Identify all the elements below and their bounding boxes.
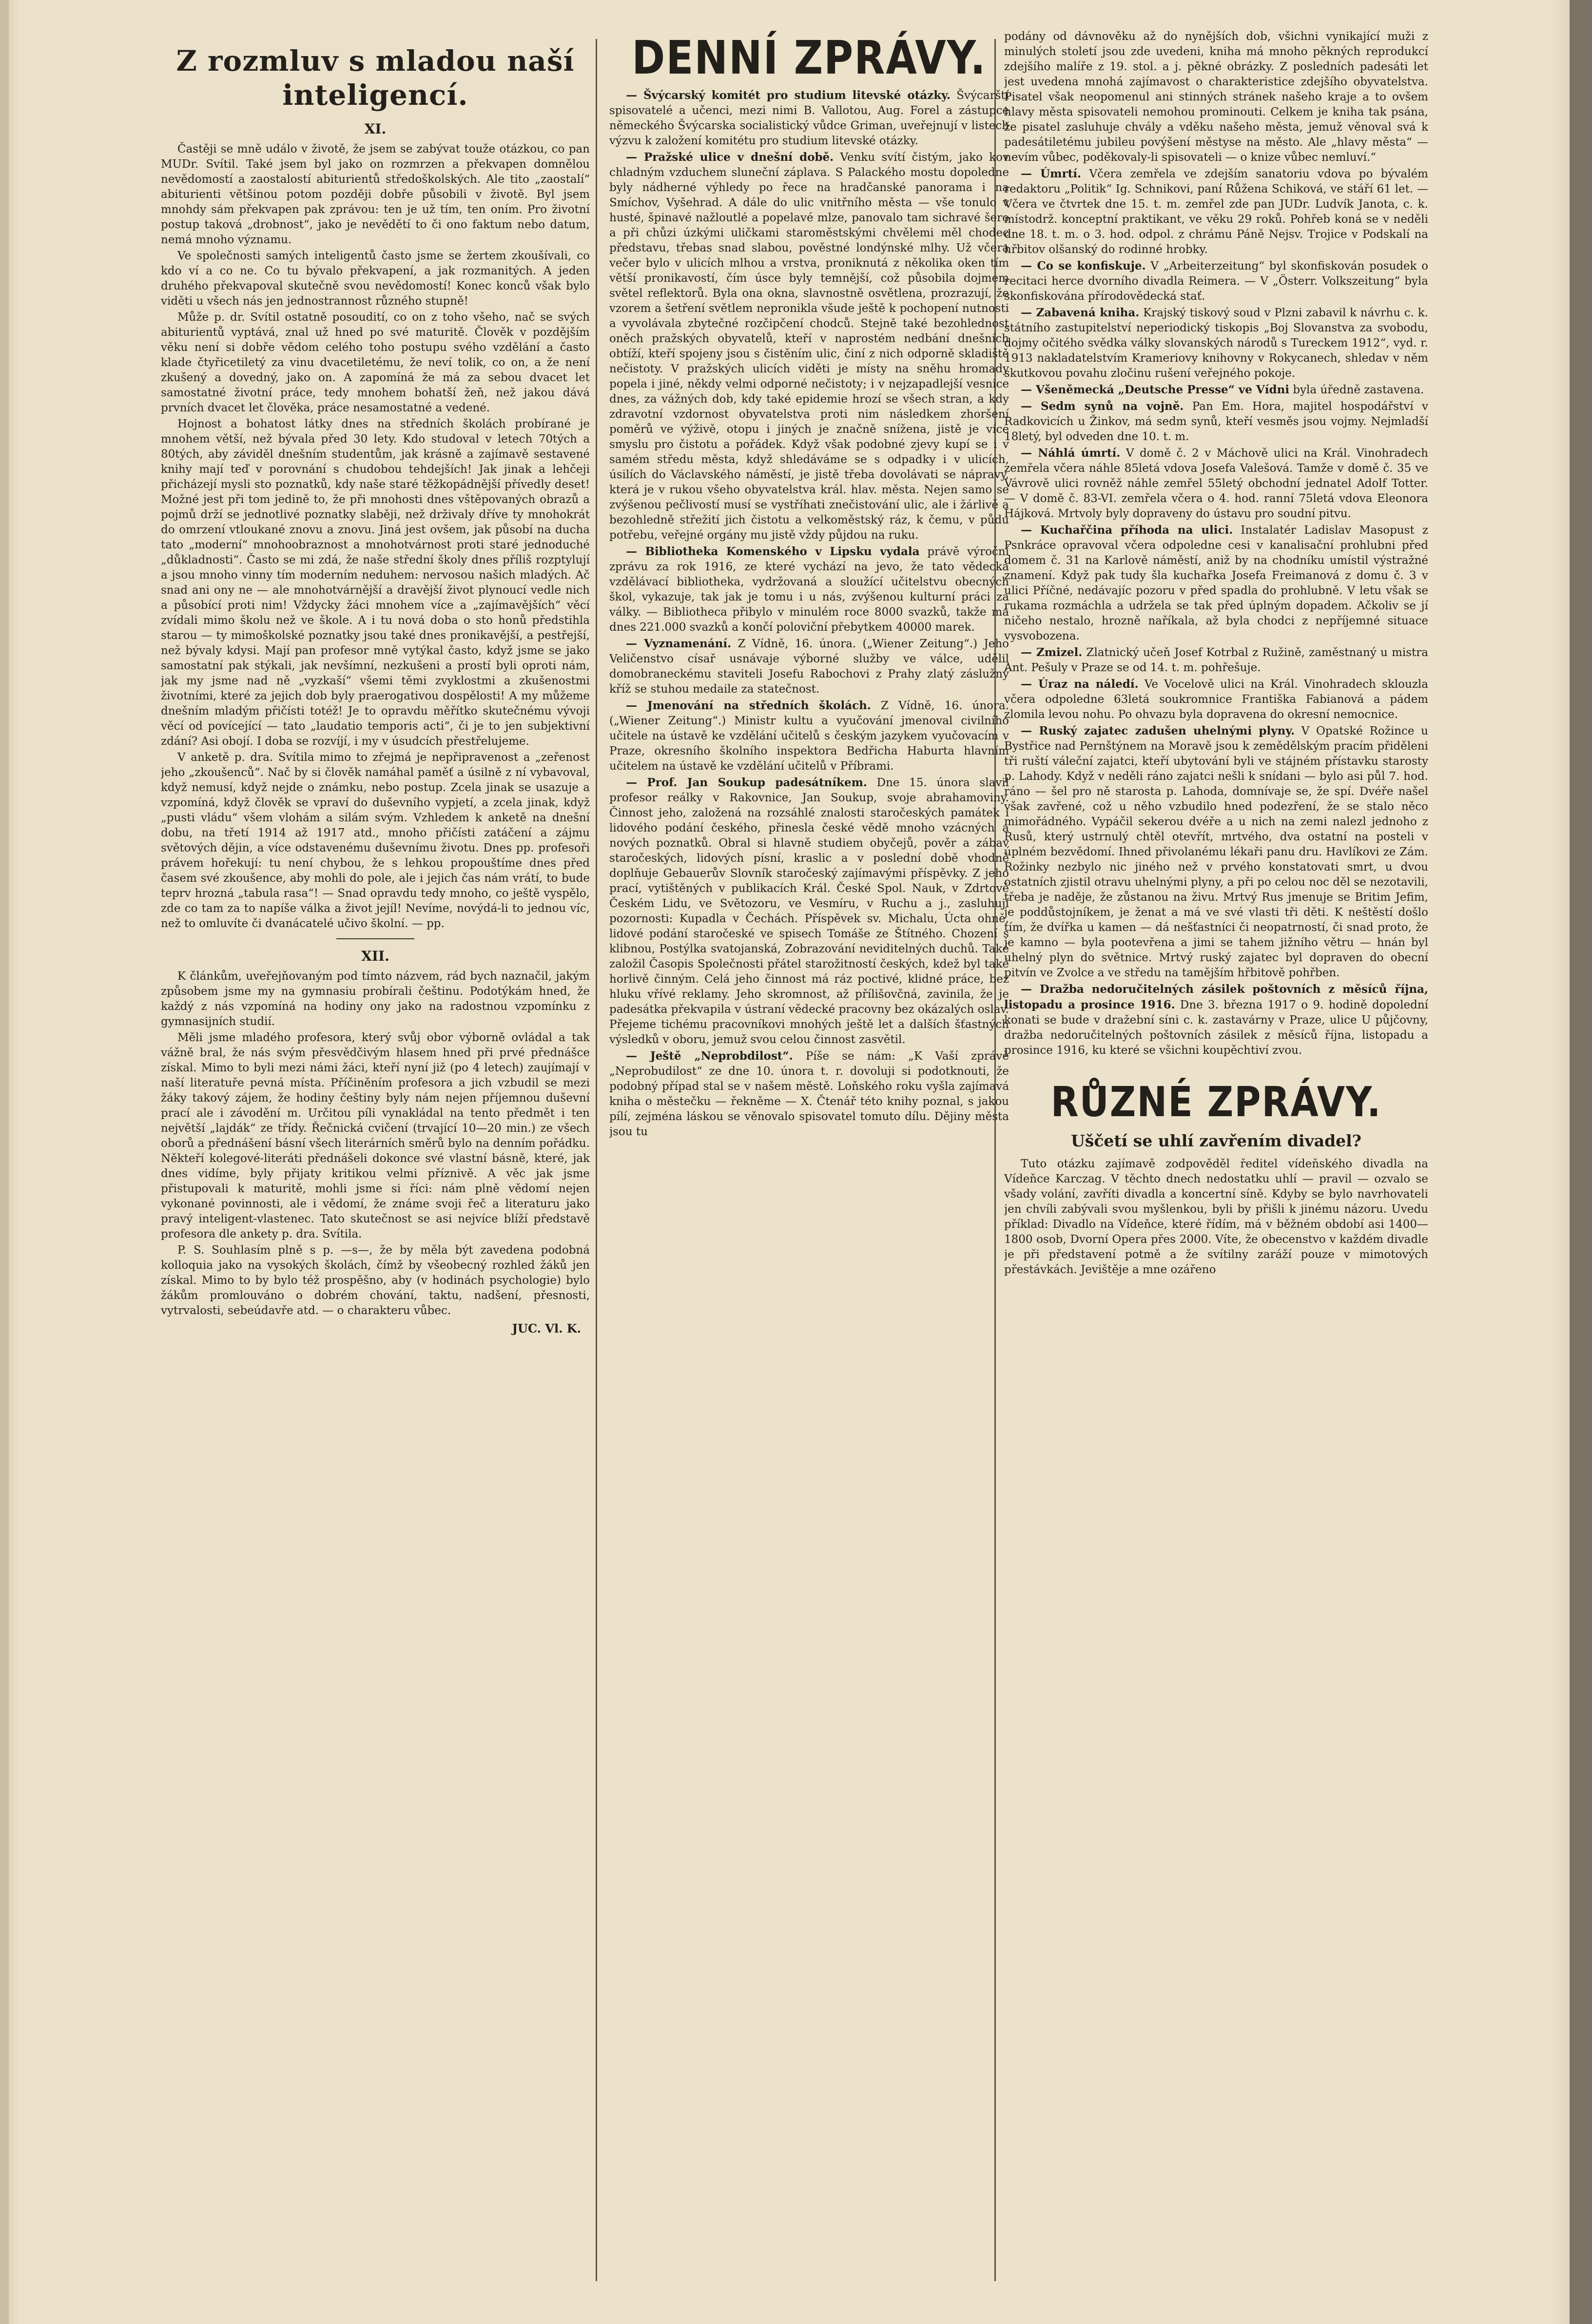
daily-news-headline: DENNÍ ZPRÁVY. <box>632 31 987 85</box>
news-item <box>609 698 1009 774</box>
column-news-continued <box>1004 29 1428 1278</box>
news-item-text: V „Arbeiterzeitung“ byl skonfiskován posudek o recitaci herce dvorního divadla Reimera. — V „Österr. Volkszeitung“ byla skonfiskována přírodovědecká stať. <box>1004 260 1428 303</box>
news-item <box>1004 523 1428 644</box>
news-item <box>1004 645 1428 676</box>
news-item-text: právě výroční zprávu za rok 1916, ze které vychází na jevo, že tato vědecká vzdělávací bibliotheka, vydržovaná a sloužící učitelstvu obecných škol, vykazuje, tak jak je tomu i u nás, zvýšenou kulturní práci za války. — Bibliotheca přibylo v minulém roce 8000 svazků, takže má dnes 221.000 svazků a končí poloviční přebytkem 40000 marek. <box>609 545 1009 634</box>
news-item <box>1004 677 1428 722</box>
various-news-text: Tuto otázku zajímavě zodpověděl ředitel vídeňského divadla na Vídeňce Karczag. V těchto dnech nedostatku uhlí — pravil — ozvalo se všady volání, zavříti divadla a koncertní síně. Kdyby se bylo navrhovateli jen chvíli zabývali svou myšlenkou, byli by přišli k jinému názoru. Uvedu příklad: Divadlo na Vídeňce, které řídím, má v běžném období asi 1400—1800 osob, Dvorní Opera přes 2000. Víte, že obecenstvo v každém divadle je při představení potmě a že svítilny zaráží pouze v mimotových přestávkách. Jevištěje a mne ozářeno <box>1004 1158 1428 1276</box>
news-item <box>1004 258 1428 304</box>
part-xii-signature: JUC. Vl. K. <box>512 1321 581 1336</box>
part-number-xi: XI. <box>364 121 387 137</box>
news-item-lead: — Prof. Jan Soukup padesátníkem. <box>626 776 867 789</box>
news-item-lead: — Švýcarský komitét pro studium litevské otázky. <box>626 89 951 102</box>
news-item <box>1004 982 1428 1058</box>
news-item-text: Venku svítí čistým, jako kov chladným vzduchem sluneční záplava. S Palackého mostu dopoledne byly nádherné výhledy po řece na hradčanské panorama i na Smíchov, Vyšehrad. A dále do ulic vnitřního města — vše tonulo v husté, špinavé nažloutlé a popelavé mlze, panovalo tam sichravé šero a při chůzi úzkými uličkami staroměstskými chvělemi měl chodec představu, třebas snad slabou, pověstné londýnské mlhy. Už včera večer bylo v ulicích mlhou a vrstva, proniknutá z několika oken tím větší pronikavostí, čím úsce byly temnější, což působila dojmem světel reflektorů. Byla ona okna, slavnostně osvětlena, prozrazují, že vzorem a šetření světlem nepronikla všude ještě k pochopení nutnosti a vyvolávala zbytečné rozčipčení chodců. Stejně také bezohlednost oněch pražských obyvatelů, kteří v naprostém nedbání dnešních obtíží, kteří spojeny jsou s čistěním ulic, činí z nich odporně skladiště nečistoty. V pražských ulicích viděti je místy na sněhu hromady popela i jiné, někdy velmi odporné nečistoty; i v nejzapadlejší vesnice dnes, za vážných dob, kdy také epidemie hrozí se všech stran, a kdy zdravotní vzdornost obyvatelstva proti nim následkem zhoršení poměrů ve výživě, otopu i jiných je značně snížena, jistě je více smyslu pro čistotu a pořádek. Když však podobné zjevy kupí se i v samém středu města, když shledáváme se s odpadky i v ulicích, úsilích do Václavského náměstí, je jistě třeba dovolávati se nápravy, která je v rukou všeho obyvatelstva král. hlav. města. Nejen samo se zvýšenou pečlivostí musí se vystříhati znečistování ulic, ale i žárlivě a bezohledně střežití jich čistotu a velkoměstský ráz, k čemu, v půdu potřebu, veřejné orgány mu jistě vždy půjdou na ruku. <box>609 151 1009 542</box>
news-item <box>1004 166 1428 257</box>
news-item <box>609 1048 1009 1140</box>
part-number-xii: XII. <box>361 948 389 964</box>
paragraph: P. S. Souhlasím plně s p. —s—, že by měla být zavedena podobná kolloquia jako na vysokých školách, čímž by všeobecný rozhled žáků jen získal. Mimo to by bylo též prospěšno, aby (v hodinách psychologie) bylo žákům promlouváno o dobrém chování, taktu, nadšení, přesnosti, vytrvalosti, sebeúdavře atd. — o charakteru vůbec. <box>161 1244 590 1317</box>
column-feature-series <box>161 29 590 1336</box>
news-item-lead: — Bibliotheka Komenského v Lipsku vydala <box>626 545 920 558</box>
news-item-lead: — Ruský zajatec zadušen uhelnými plyny. <box>1021 724 1295 737</box>
news-item-lead: — Náhlá úmrtí. <box>1021 446 1121 460</box>
news-item <box>609 775 1009 1047</box>
part-xii-body <box>161 969 590 1318</box>
news-item-text: Ve Vocelově ulici na Král. Vinohradech sklouzla včera odpoledne 63letá soukromnice Františka Fabianová a pádem zlomila levou nohu. Po ohvazu byla dopravena do okresní nemocnice. <box>1004 678 1428 721</box>
news-item <box>1004 723 1428 981</box>
news-item-lead: — Jmenování na středních školách. <box>626 699 871 712</box>
news-item-text: Dne 15. února slavil profesor reálky v Rakovnice, Jan Soukup, svoje abrahamoviny. Činnost jeho, založená na rozsáhlé znalosti staročeských památek i lidového podání českého, přinesla české vědě mnoho vzácných a nových poznatků. Obral si hlavně studiem obyčejů, pověr a zábav staročeských, lidových písní, kraslic a v poslední době vhodně doplňuje Gebauerův Slovník staročeský zajímavými příspěvky. Z jeho prací, vytištěných v publikacích Král. České Spol. Nauk, v Zdrtově Českém Lidu, ve Světozoru, ve Vesmíru, v Ruchu a j., zasluhují pozornosti: Kupadla v Čechách. Příspěvek sv. Michalu, Úcta ohně, lidové podání staročeské ve spisech Tomáše ze Štítného. Chození s klibnou, Postýlka svatojanská, Zobrazování neviditelných duchů. Také založil Časopis Společnosti přátel starožitností českých, kdež byl také horlivě činným. Celá jeho činnost má ráz poctivé, klidné práce, bez hluku vřívé reklamy. Jeho skromnost, až přílišovčná, zavinila, že je padesátka překvapila v ústraní vědecké pracovny bez okázalých oslav. Přejeme tichému pracovníkovi mnohých ještě let a dalších šťastných výsledků v oboru, jemuž svou celou činnost zasvětil. <box>609 776 1009 1046</box>
news-item-lead: — Dražba nedoručitelných zásilek poštovních z měsíců října, listopadu a prosince 1916. <box>1004 983 1428 1011</box>
news-item <box>1004 399 1428 445</box>
paragraph: K článkům, uveřejňovaným pod tímto názvem, rád bych naznačil, jakým způsobem jsme my na gymnasiu probírali češtinu. Podotýkám hned, že každý z nás vzpomíná na hodiny ony jako na radostnou vzpomínku z gymnasijních studií. <box>161 970 590 1028</box>
news-item-text: Švýcarští spisovatelé a učenci, mezi nimi B. Vallotou, Aug. Forel a zástupce německého Švýcarska socialistický vůdce Griman, uveřejnují v listech výzvu k založení komitétu pro studium litevské otázky. <box>609 89 1009 147</box>
part-divider <box>336 938 414 939</box>
news-item-text: Zlatnický učeň Josef Kotrbal z Ružině, zaměstnaný u mistra Ant. Pešuly v Praze se od 14. t. m. pohřešuje. <box>1004 646 1428 674</box>
news-item-lead: — Co se konfiskuje. <box>1021 259 1146 272</box>
news-item-text: V domě č. 2 v Máchově ulici na Král. Vinohradech zemřela včera náhle 85letá vdova Josefa Valešová. Tamže v domě č. 35 ve Vávrově ulici rovněž náhle zemřel 55letý obchodní jednatel Adolf Totter. — V domě č. 83-VI. zemřela včera o 4. hod. ranní 75letá vdova Eleonora Hájková. Mrtvoly byly dopraveny do ústavu pro soudní pitvu. <box>1004 447 1428 520</box>
news-item-lead: — Zmizel. <box>1021 646 1083 659</box>
news-item-lead: — Úmrtí. <box>1021 167 1082 180</box>
page-edge-binding <box>1570 0 1592 2324</box>
news-item <box>609 636 1009 697</box>
news-item-lead: — Úraz na náledí. <box>1021 678 1139 691</box>
paragraph: V anketě p. dra. Svítila mimo to zřejmá je nepřipravenost a „zeřenost jeho „zkoušenců“. Nač by si člověk namáhal paměť a úsilně z ní vybavoval, když nemusí, když nejde o známku, nebo postup. Zcela jinak se usazuje a vzpomíná, když člověk se vpraví do duševního vypjetí, a zcela jinak, když „pusti vládu“ všem vlohám a silám svým. Vzhledem k anketě na dnešní dobu, na třetí 1914 až 1917 atd., mnoho přičísti zatáčení a zájmu světových dějin, a více odstavenému duševnímu životu. Dnes pp. profesoři právem hořekují: tu není chybou, že s lehkou propouštíme dnes před časem své zkoušence, aby mohli do pole, ale i jejich čas nám vrátí, to bude teprv hrozná „tabula rasa“! — Snad opravdu tedy mnoho, co ještě vyspělo, zde co tam za to napíše válka a život jejíl! Nevíme, novýdá-li to jednou víc, než to omluvíte či dvanácatelé učivo školní. — pp. <box>161 751 590 930</box>
news-item-text: Krajský tiskový soud v Plzni zabavil k návrhu c. k. státního zastupitelství neperiodický tiskopis „Boj Slovanstva za svobodu, dojmy očitého svědka války slovanských národů s Tureckem 1912“, vyd. r. 1913 nakladatelstvím Krameriovy knihovny v Rokycanech, shledav v něm skutkovou povahu zločinu rušení veřejného pokoje. <box>1004 307 1428 380</box>
paragraph: Měli jsme mladého profesora, který svůj obor výborně ovládal a tak vážně bral, že nás svým přesvědčivým hlasem hned při prvé přednášce získal. Mimo to byli mezi námi žáci, kteří nyní již (po 4 letech) zaujímají v naší literatuře pevná místa. Příčiněním profesora a jich vzbudil se mezi žáky takový zájem, že hodiny češtiny byly nám nejen příjemnou duševní prací ale i závodění m. Určitou píli vynakládal na tento předmět i ten největší „lajdák“ ze třídy. Řečnická cvičení (trvající 10—20 min.) ze všech oborů a přednášení básní všech literárních směrů bylo na denním pořádku. Někteří kolegové-literáti přednášeli dokonce své vlastní básně, které, jak dnes vidíme, byly přijaty kritikou velmi příznivě. A věc jak jsme přistupovali k maturitě, mohli jsme si říci: nám plně vědomí nejen vykonané povinnosti, ale i vědomí, že známe svoji řeč a literaturu jako pravý inteligent-vlastenec. Tato skutečnost se asi nejvíce blíží představě profesora dle ankety p. dra. Svítila. <box>161 1031 590 1240</box>
news-item-lead: — Ještě „Neprobdilost“. <box>626 1049 793 1063</box>
news-item-text: byla úředně zastavena. <box>1293 384 1424 396</box>
news-item <box>609 88 1009 149</box>
news-item-text: Z Vídně, 16. února. („Wiener Zeitung“.) Ministr kultu a vyučování jmenoval civilního učitele na ústavě ke vzdělání učitelů s českým jazykem vyučovacím v Praze, okresního školního inspektora Bedřicha Haburta hlavním učitelem na ústavě ke vzdělání učitelů v Příbrami. <box>609 699 1009 773</box>
news-item-text: Dne 3. března 1917 o 9. hodině dopolední konati se bude v dražební síni c. k. zastavárny v Praze, ulice U půjčovny, dražba nedoručitelných poštovních zásilek z měsíců října, listopadu a prosince 1916, ku které se všichni koupěchtiví zvou. <box>1004 999 1428 1057</box>
news-item-text: Včera zemřela ve zdejším sanatoriu vdova po bývalém redaktoru „Politik“ Ig. Schnikovi, paní Růžena Schiková, ve stáří 61 let. — Včera ve čtvrtek dne 15. t. m. zemřel zde pan JUDr. Ludvík Janota, c. k. místodrž. konceptní praktikant, ve věku 29 roků. Pohřeb koná se v neděli dne 18. t. m. o 3. hod. odpol. z chrámu Páně Nejsv. Trojice v Podskalí na hřbitov olšanský do rodinné hrobky. <box>1004 168 1428 256</box>
news-item-lead: — Všeněmecká „Deutsche Presse“ ve Vídni <box>1021 383 1290 396</box>
various-news-subtitle: Uščetí se uhlí zavřením divadel? <box>1070 1131 1362 1150</box>
column-daily-news <box>609 29 1009 1141</box>
daily-news-items <box>609 88 1009 1140</box>
news-item <box>1004 305 1428 381</box>
paragraph: Ve společnosti samých inteligentů často jsme se žertem zkoušívali, co kdo ví a co ne. Co tu bývalo překvapení, a jak rozmanitých. A jeden druhého překvapoval skutečně svou nevědomostí! Konec konců však bylo viděti u všech nás jen jednostrannost různého stupně! <box>161 250 590 308</box>
various-news-headline: RŮZNÉ ZPRÁVY. <box>1050 1078 1382 1126</box>
news-item-lead: — Pražské ulice v dnešní době. <box>626 151 834 164</box>
paragraph: Může p. dr. Svítil ostatně posoudití, co on z toho všeho, nač se svých abiturientů vyptává, znal už hned po své maturitě. Člověk v pozdějším věku není si dobře vědom celého toho postupu svého vzdělání a často klade čtyřicetiletý za vinu dvacetiletému, že neví tolik, co on, a že není zkušený a dovedný, jako on. A zapomíná že má za sebou dvacet let samostatné životní práce, tedy mnohem bohatší žeň, než jakou dává prvních dvacet let člověka, práce nesamostatné a vedené. <box>161 311 590 414</box>
paragraph: Častěji se mně událo v životě, že jsem se zabývat touže otázkou, co pan MUDr. Svítil. Také jsem byl jako on rozmrzen a překvapen domnělou nevědomostí a zaostalostí abiturientů středoškolských. Ale tito „zaostalí“ abiturienti většinou potom později dobře působili v životě. Byl jsem mnohdy sám překvapen pak zprávou: ten je už tím, ten oním. Pro životní postup taková „drobnost“, jako je nevědětí to či ono faktum nebo datum, nemá mnoho významu. <box>161 143 590 246</box>
news-item <box>1004 382 1428 398</box>
continued-text: podány od dávnověku až do nynějších dob, všichni vynikající muži z minulých století jsou zde uvedeni, kniha má mnoho pěkných reprodukcí zdejšího malíře z 19. stol. a j. pěkné obrázky. Z posledních padesáti let jest uvedena mnohá zajímavost o charakteristice zdejšího obyvatelstva. Pisatel však neopomenul ani stinných stránek našeho kraje a to ovšem hlavy města spisovateli nemohou prominouti. Celkem je kniha tak psána, že pisatel zasluhuje chvály a vděku našeho města, jemuž věnoval svá k padesátiletému jubileu povýšení městyse na město. Ale „hlavy města“ — nevím vůbec, poděkovaly-li spisovateli — o knize vůbec nemluví.“ <box>1004 30 1428 164</box>
news-item-text: Píše se nám: „K Vaší zprávě „Neprobudilost“ ze dne 10. února t. r. dovoluji si podotknouti, že podobný případ stal se v našem městě. Loňského roku vyšla zajímavá kniha o městečku — řekněme — X. Čtenář této knihy poznal, s jakou pílí, zejména láskou se věnovalo spisovatel tomuto dílu. Dějiny města jsou tu <box>609 1050 1009 1138</box>
news-item-lead: — Sedm synů na vojně. <box>1021 400 1184 413</box>
news-item-text: Instalatér Ladislav Masopust z Psnkráce opravoval včera odpoledne cesi v kanalisační prohlubni před domem č. 31 na Karlově náměstí, aniž by na chodníku umístil výstražné znamení. Když pak tudy šla kuchařka Josefa Freimanová z domu č. 3 v ulici Příčné, nedávajíc pozoru v před spadla do prohlubně. V letu však se rukama rozmáchla a udržela se tak před úplným dopadem. Ačkoliv se jí ničeho nestalo, hrozně naříkala, až byla chodci z nepříjemné situace vysvobozena. <box>1004 524 1428 642</box>
news-item-lead: — Zabavená kniha. <box>1021 306 1140 319</box>
news-item <box>609 544 1009 635</box>
part-xi-body <box>161 142 590 931</box>
news-item-lead: — Vyznamenání. <box>626 637 732 650</box>
news-items-continued <box>1004 166 1428 1058</box>
paragraph: Hojnost a bohatost látky dnes na středních školách probírané je mnohem větší, než bývala před 30 lety. Kdo studoval v letech 70tých a 80tých, aby záviděl dnešním studentům, jak krásně a zajímavě sestavené knihy mají teď v porovnání s chudobou tehdejších! Jak jinak a lehčeji přicházejí mysli sto poznatků, kdy naše staré těžkopádnější přívedly deset! Možné jest při tom jedině to, že při mnohosti dnes vštěpovaných obrazů a pojmů drží se jednotlivé poznatky slaběji, než drživaly dříve ty mnohokrát do omrzení vtloukané znovu a znovu. Jiná jest ovšem, jak působí na ducha tato „moderní“ mnohoobraznost a mnohotvárnost proti staré jednoduché „důkladnosti“. Často se mi zdá, že naše střední školy dnes příliš rozptylují a jsou mnoho vinny tím moderním neduhem: nervosou našich mladých. Ač snad ani ony ne — ale mnohotvárnější a dravější život plynoucí vedle nich a působící proti nim! Vždycky žáci mnohem více a „zajímavějších“ věcí zvídali mimo školu než ve škole. A i tu nová doba o sto honů předstihla starou — ty mimoškolské poznatky jsou také dnes pronikavější, a pestřejší, než bývaly kdysi. Mají pan profesor mně vytýkal často, když jsme se jako samostatní pak stýkali, jak nevšímní, nezkušeni a prostí byli oproti nám, jak my jsme nad ně „vyzkaší“ všemi těmi zvyklostmi a zkušenostmi životními, které za jejich dob byly praerogativou dospělosti! A my můžeme dnešním mladým přičísti totéž! Je to opravdu měřítko skutečnému vývoji věcí od povícející — tato „laudatio temporis acti“, či je to jen subjektivní zdání? Asi obojí. I doba se rozvíjí, i my v úsudcích přestřelujeme. <box>161 418 590 748</box>
news-item <box>1004 445 1428 522</box>
news-item-lead: — Kuchařčina příhoda na ulici. <box>1021 523 1233 537</box>
news-item-text: V Opatské Rožince u Bystřice nad Pernštýnem na Moravě jsou k zemědělským pracím přiděleni tři ruští váleční zajatci, kteří ubytování byli ve stájném přístavku starosty p. Lahody. Když v neděli ráno zajatci nešli k snídani — bylo asi půl 7. hod. ráno — šel pro ně starosta p. Lahoda, domnívaje se, že spí. Dvéře našel však zavřené, což u něho vzbudilo hned podezření, že se stalo něco mimořádného. Vypáčil sekerou dvéře a u nich na zemi nalezl jednoho z Rusů, který ustrnulý chtěl otevřít, mrtvého, dva ostatní na posteli v úplném bezvědomí. Ihned přivolanému lékaři panu dru. Havlíkovi ze Zám. Rožinky nezbylo nic jiného než v prvého konstatovati smrt, u dvou ostatních zjistil otravu uhelnými plyny, a při po celou noc děl se nezotavili, třeba je naděje, že zůstanou na živu. Mrtvý Rus jmenuje se Britim Jefim, je poddůstojníkem, je ženat a má ve své vlasti tři děti. K neštěstí došlo tím, že dvířka u kamen — dá nešťastníci či neopatrností, či snad proto, že je kamno — byla pootevřena a jimi se tahem jižního větru — hnán byl uhelný plyn do světnice. Mrtvý ruský zajatec byl dopraven do obecní pitvín ve Zvolce a ve středu na tamějším hřbitově pohřben. <box>1004 725 1428 979</box>
series-title: Z rozmluv s mladou naší inteligencí. <box>176 44 575 112</box>
news-item <box>609 150 1009 543</box>
news-item-text: Pan Em. Hora, majitel hospodářství v Radkovicích u Žinkov, má sedm synů, kteří vesměs jsou vojmy. Nejmladší 18letý, byl odveden dne 10. t. m. <box>1004 400 1428 443</box>
column-rule-left <box>596 39 597 2281</box>
page-fold-shadow <box>0 0 9 2324</box>
news-item-text: Z Vídně, 16. února. („Wiener Zeitung“.) Jeho Veličenstvo císař usnávaje výborné služby ve válce, udělil domobraneckému staviteli Josefu Rabochovi z Prahy zlatý záslužný kříž se stuhou medaile za statečnost. <box>609 638 1009 696</box>
